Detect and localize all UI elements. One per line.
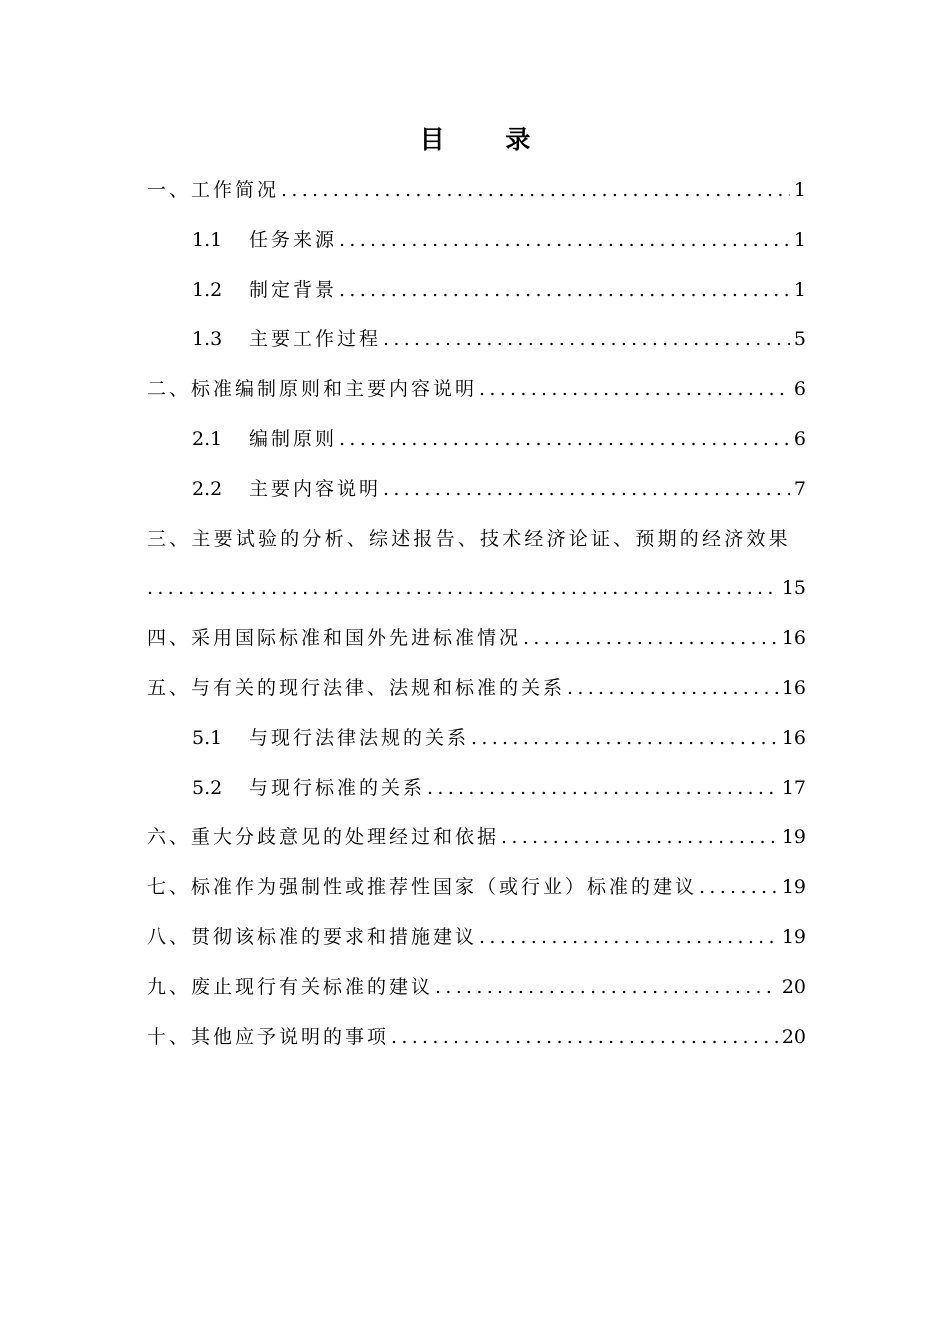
toc-entry-wrapped-continuation[interactable]	[147, 568, 806, 618]
toc-page-number: 1	[793, 228, 806, 251]
dot-leader	[479, 369, 790, 409]
toc-entry-label: 九、废止现行有关标准的建议	[147, 975, 434, 998]
toc-entry-label: 任务来源	[249, 228, 338, 251]
toc-entry[interactable]	[147, 170, 806, 220]
toc-entry-label: 与现行标准的关系	[249, 776, 426, 799]
toc-section-number: 2.1	[192, 427, 223, 450]
toc-entry[interactable]	[147, 817, 806, 867]
dot-leader	[383, 319, 790, 359]
toc-section-number: 1.2	[192, 278, 223, 301]
toc-entry-label: 二、标准编制原则和主要内容说明	[147, 378, 478, 401]
dot-leader	[567, 668, 778, 708]
dot-leader	[523, 618, 778, 658]
toc-page-number: 20	[781, 975, 806, 998]
toc-entry-label: 一、工作简况	[147, 179, 280, 201]
toc-page-number: 1	[793, 179, 806, 201]
toc-page-number: 20	[781, 1025, 806, 1048]
toc-entry[interactable]	[147, 917, 806, 967]
toc-entry-label: 五、与有关的现行法律、法规和标准的关系	[147, 676, 566, 699]
toc-page-number: 19	[781, 826, 806, 849]
toc-entry-label: 主要工作过程	[249, 328, 382, 351]
toc-entry[interactable]	[147, 369, 806, 419]
dot-leader	[339, 270, 790, 310]
toc-entry-label: 制定背景	[249, 278, 338, 301]
toc-page-number: 6	[793, 427, 806, 450]
toc-section-number: 5.2	[192, 776, 223, 799]
toc-entry-label: 与现行法律法规的关系	[249, 726, 470, 749]
dot-leader	[391, 1017, 778, 1057]
dot-leader	[699, 867, 778, 907]
dot-leader	[435, 967, 778, 1007]
dot-leader	[281, 170, 790, 210]
toc-entry[interactable]	[147, 270, 806, 320]
toc-page-number: 17	[781, 776, 806, 799]
toc-entry[interactable]	[147, 419, 806, 469]
dot-leader	[147, 568, 778, 608]
toc-entry[interactable]	[147, 1017, 806, 1067]
toc-entry-label: 六、重大分歧意见的处理经过和依据	[147, 826, 500, 849]
toc-page-number: 1	[793, 278, 806, 301]
toc-entry[interactable]	[147, 668, 806, 718]
toc-entry[interactable]	[147, 867, 806, 917]
toc-entry-label: 主要内容说明	[249, 477, 382, 500]
table-of-contents	[147, 170, 806, 1066]
toc-page-number: 16	[781, 726, 806, 749]
page-title: 目 录	[419, 125, 557, 154]
dot-leader	[471, 718, 778, 758]
toc-entry-wrapped-label[interactable]	[147, 519, 806, 569]
toc-page-number: 19	[781, 925, 806, 948]
dot-leader	[383, 469, 790, 509]
toc-entry-label: 十、其他应予说明的事项	[147, 1025, 390, 1048]
toc-section-number: 2.2	[192, 477, 223, 500]
dot-leader	[427, 768, 778, 808]
toc-page-number: 19	[781, 876, 806, 899]
toc-page-number: 5	[793, 328, 806, 351]
toc-entry[interactable]	[147, 718, 806, 768]
toc-entry[interactable]	[147, 967, 806, 1017]
toc-entry-label: 四、采用国际标准和国外先进标准情况	[147, 627, 522, 650]
toc-entry-label: 七、标准作为强制性或推荐性国家（或行业）标准的建议	[147, 876, 698, 899]
toc-entry-label: 编制原则	[249, 427, 338, 450]
toc-entry[interactable]	[147, 618, 806, 668]
toc-page-number: 15	[781, 577, 806, 600]
toc-page-number: 16	[781, 676, 806, 699]
dot-leader	[479, 917, 778, 957]
toc-page-number: 6	[793, 378, 806, 401]
toc-entry[interactable]	[147, 319, 806, 369]
dot-leader	[501, 817, 778, 857]
toc-entry-label: 八、贯彻该标准的要求和措施建议	[147, 925, 478, 948]
toc-entry[interactable]	[147, 220, 806, 270]
toc-entry-label: 三、主要试验的分析、综述报告、技术经济论证、预期的经济效果	[147, 527, 791, 550]
toc-entry[interactable]	[147, 768, 806, 818]
dot-leader	[339, 220, 790, 260]
dot-leader	[339, 419, 790, 459]
toc-section-number: 1.3	[192, 328, 223, 351]
toc-section-number: 1.1	[192, 228, 223, 251]
toc-entry[interactable]	[147, 469, 806, 519]
toc-page-number: 16	[781, 627, 806, 650]
toc-section-number: 5.1	[192, 726, 223, 749]
toc-page-number: 7	[793, 477, 806, 500]
